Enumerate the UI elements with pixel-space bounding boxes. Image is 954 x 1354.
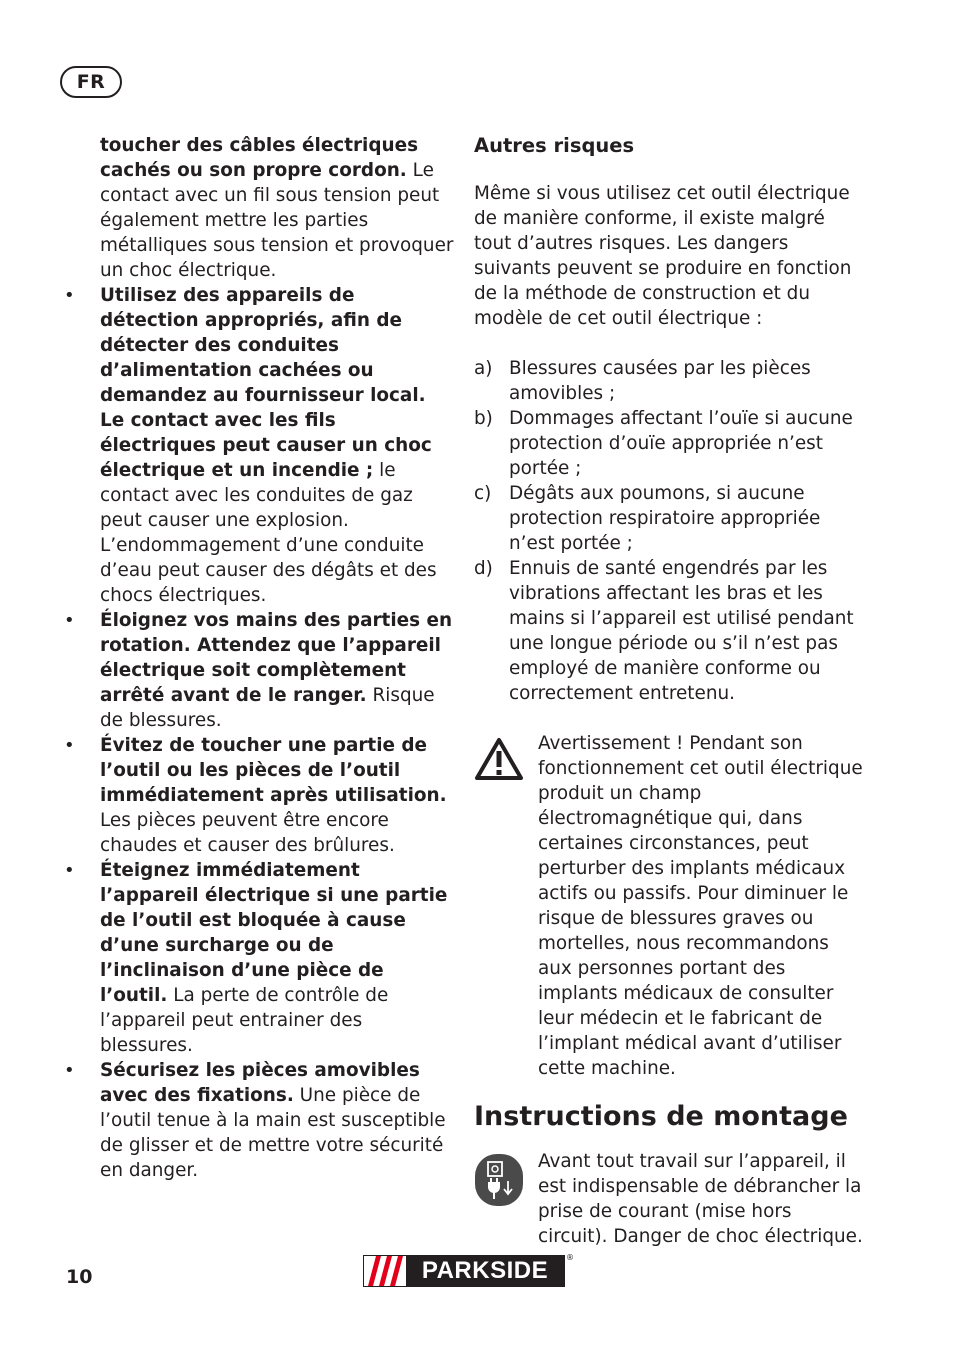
list-item-text: Ennuis de santé engendrés par les vibrations affectant les bras et les mains si l’appareil est utilisé pendant une longue période ou s’il n’est pas employé de manière conforme ou correctement entretenu. [509,558,854,704]
list-item [62,1058,454,1183]
item-bold-text: Utilisez des appareils de détection appropriés, afin de détecter des conduites d’alimentation cachées ou demandez au fournisseur local. Le contact avec les fils électriques peut causer un choc électrique et un incendie ; [100,285,432,481]
risks-list [474,356,866,706]
page-number: 10 [66,1266,93,1288]
item-text: La perte de contrôle de l’appareil peut entrainer des blessures. [100,985,389,1056]
item-bold-text: Éteignez immédiatement l’appareil électrique si une partie de l’outil est bloquée à cause d’une surcharge ou de l’inclinaison d’une pièce de l’outil. [100,860,448,1006]
warning-block [474,731,866,1081]
list-item-text: Dégâts aux poumons, si aucune protection respiratoire appropriée n’est portée ; [509,483,821,554]
item-text: Une pièce de l’outil tenue à la main est susceptible de glisser et de mettre votre sécurité en danger. [100,1085,446,1181]
item-bold-text: toucher des câbles électriques cachés ou son propre cordon. [100,135,419,181]
assembly-heading: Instructions de montage [474,1101,848,1132]
right-column [474,133,866,1249]
list-marker: b) [474,408,493,429]
list-item [474,356,866,406]
brand-logo [363,1255,565,1287]
list-item [62,133,454,283]
item-bold-text: Sécurisez les pièces amovibles avec des fixations. [100,1060,420,1106]
language-badge: FR [60,66,122,98]
list-item [62,858,454,1058]
list-item [474,481,866,556]
list-marker: a) [474,358,493,379]
warning-text: Avertissement ! Pendant son fonctionnement cet outil électrique produit un champ électromagnétique qui, dans certaines circonstances, peut perturber des implants médicaux actifs ou passifs. Pour diminuer le risque de blessures graves ou mortelles, nous recommandons aux personnes portant des implants médicaux de consulter leur médecin et le fabricant de l’implant médical avant d’utiliser cette machine. [538,733,863,1079]
list-item [62,733,454,858]
list-marker: c) [474,483,492,504]
item-text: Les pièces peuvent être encore chaudes et causer des brûlures. [100,810,395,856]
item-bold-text: Évitez de toucher une partie de l’outil ou les pièces de l’outil immédiatement après utilisation. [100,735,447,806]
list-item [62,608,454,733]
item-bold-text: Éloignez vos mains des parties en rotation. Attendez que l’appareil électrique soit complètement arrêté avant de le ranger. [100,610,453,706]
risks-heading: Autres risques [474,134,635,157]
list-item [474,406,866,481]
list-item [62,283,454,608]
item-text: Le contact avec un fil sous tension peut également mettre les parties métalliques sous tension et provoquer un choc électrique. [100,160,454,281]
item-text: le contact avec les conduites de gaz peut causer une explosion. L’endommagement d’une conduite d’eau peut causer des dégâts et des chocs électriques. [100,460,437,606]
risks-intro: Même si vous utilisez cet outil électrique de manière conforme, il existe malgré tout d’autres risques. Les dangers suivants peuvent se produire en fonction de la méthode de construction et du modèle de cet outil électrique : [474,183,852,329]
unplug-icon [474,1153,524,1211]
registered-mark: ® [566,1253,574,1262]
unplug-block [474,1149,866,1249]
list-item-text: Blessures causées par les pièces amovibles ; [509,358,811,404]
item-text: Risque de blessures. [100,685,435,731]
left-column [62,133,454,1183]
logo-stripes [364,1256,406,1286]
list-marker: d) [474,558,493,579]
warning-triangle-icon [474,737,524,785]
list-item-text: Dommages affectant l’ouïe si aucune protection d’ouïe appropriée n’est portée ; [509,408,853,479]
assembly-text: Avant tout travail sur l’appareil, il est indispensable de débrancher la prise de courant (mise hors circuit). Danger de choc électrique. [538,1151,863,1247]
brand-wordmark: PARKSIDE [406,1256,564,1286]
list-item [474,556,866,706]
safety-list [62,133,454,1183]
